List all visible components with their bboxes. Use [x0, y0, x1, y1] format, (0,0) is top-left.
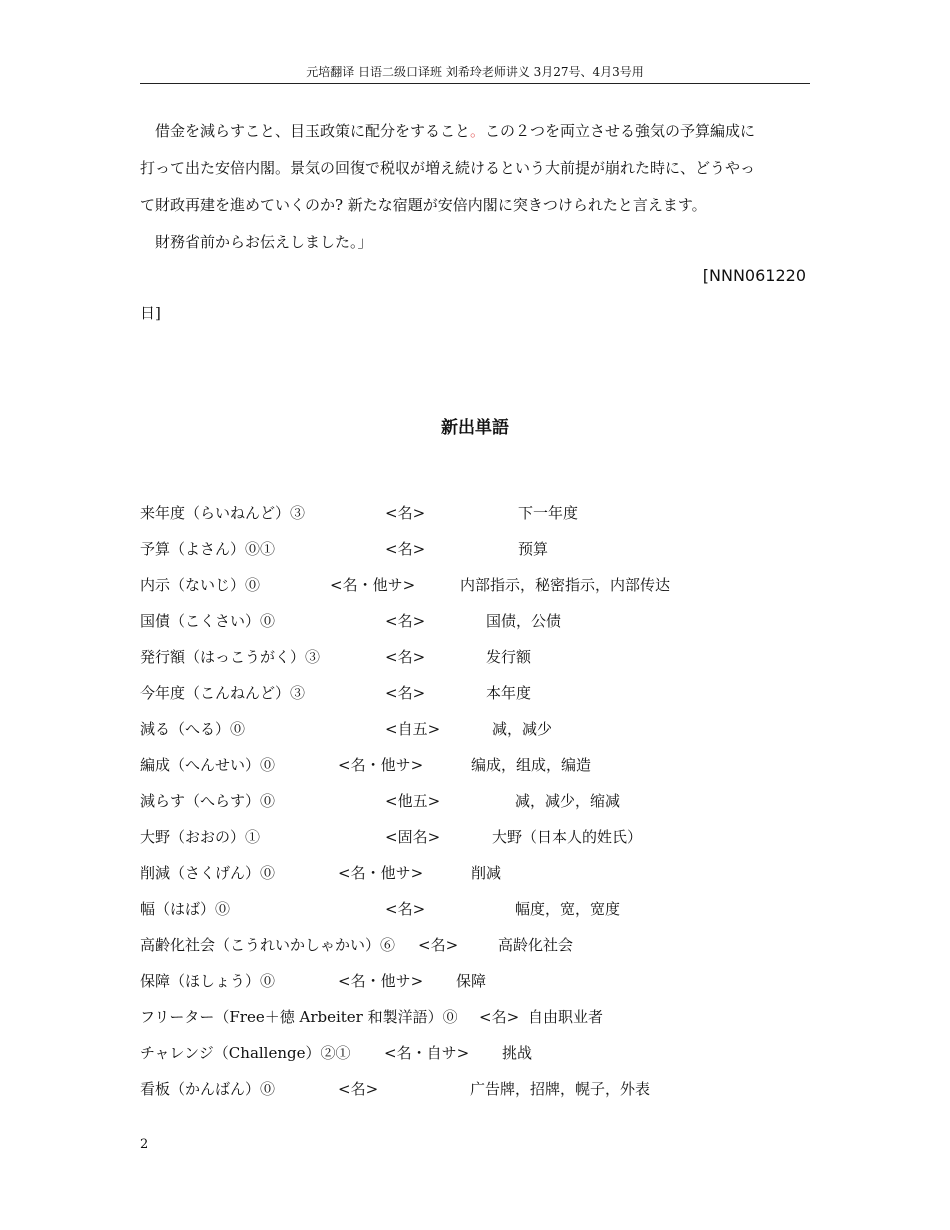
red-period-mark: 。 [470, 122, 486, 140]
vocab-meaning: 本年度 [486, 684, 532, 702]
vocab-pos: <自五> [385, 720, 441, 738]
paragraph-text: この２つを両立させる強気の予算編成に [485, 122, 756, 140]
vocab-pos: <名> [385, 684, 426, 702]
vocab-word: 今年度（こんねんど）③ [140, 684, 306, 702]
vocab-word: 来年度（らいねんど）③ [140, 504, 306, 522]
vocab-word: 幅（はば）⓪ [140, 900, 231, 918]
vocab-pos: <名・他サ> [338, 756, 424, 774]
vocab-pos: <名・自サ> [384, 1044, 470, 1062]
vocab-meaning: 编成，组成，编造 [471, 756, 592, 774]
vocab-pos: <名・他サ> [338, 972, 424, 990]
vocab-word: 国債（こくさい）⓪ [140, 612, 276, 630]
vocab-pos: <名> [338, 1080, 379, 1098]
paragraph-line-3: て財政再建を進めていくのか? 新たな宿題が安倍内閣に突きつけられたと言えます。 [140, 196, 707, 214]
paragraph-text: 借金を減らすこと、目玉政策に配分をすること [140, 122, 471, 140]
vocab-meaning: 下一年度 [518, 504, 579, 522]
vocab-meaning: 自由职业者 [528, 1008, 604, 1026]
vocab-word: 編成（へんせい）⓪ [140, 756, 276, 774]
vocab-meaning: 大野（日本人的姓氏） [492, 828, 643, 846]
vocab-pos: <名・他サ> [330, 576, 416, 594]
vocab-word: 大野（おおの）① [140, 828, 261, 846]
vocab-pos: <名> [385, 540, 426, 558]
vocab-meaning: 保障 [456, 972, 487, 990]
vocab-meaning: 减，减少 [492, 720, 553, 738]
vocab-pos: <名> [479, 1008, 520, 1026]
vocab-meaning: 国债，公债 [486, 612, 562, 630]
vocab-pos: <名・他サ> [338, 864, 424, 882]
source-tag: [NNN061220 [702, 266, 806, 285]
vocab-pos: <名> [418, 936, 459, 954]
vocab-pos: <名> [385, 612, 426, 630]
vocab-meaning: 挑战 [502, 1044, 533, 1062]
vocab-meaning: 削减 [471, 864, 502, 882]
source-tag-end: 日] [140, 304, 161, 322]
vocab-pos: <名> [385, 648, 426, 666]
vocab-word: 減らす（へらす）⓪ [140, 792, 276, 810]
section-title: 新出単語 [441, 418, 509, 438]
vocab-pos: <名> [385, 900, 426, 918]
vocab-meaning: 广告牌，招牌，幌子，外表 [470, 1080, 651, 1098]
vocab-meaning: 减，减少，缩减 [515, 792, 621, 810]
vocab-pos: <固名> [385, 828, 441, 846]
vocab-word: 減る（へる）⓪ [140, 720, 246, 738]
vocab-meaning: 内部指示，秘密指示，内部传达 [460, 576, 671, 594]
vocab-pos: <名> [385, 504, 426, 522]
vocab-pos: <他五> [385, 792, 441, 810]
page-number: 2 [140, 1137, 149, 1152]
vocab-word: 発行額（はっこうがく）③ [140, 648, 321, 666]
vocab-word: 高齢化社会（こうれいかしゃかい）⑥ [140, 936, 396, 954]
vocab-meaning: 幅度，宽，宽度 [515, 900, 621, 918]
paragraph-line-2: 打って出た安倍内閣。景気の回復で税収が増え続けるという大前提が崩れた時に、どうやっ [140, 159, 756, 177]
page-header: 元培翻译 日语二级口译班 刘希玲老师讲义 3月27号、4月3号用 [140, 64, 810, 84]
vocab-word: フリーター（Free＋徳 Arbeiter 和製洋語）⓪ [140, 1008, 458, 1026]
paragraph-line-4: 財務省前からお伝えしました。」 [140, 233, 373, 251]
vocab-word: 予算（よさん）⓪① [140, 540, 276, 558]
vocab-word: チャレンジ（Challenge）②① [140, 1044, 351, 1062]
vocab-meaning: 高龄化社会 [498, 936, 574, 954]
vocab-word: 保障（ほしょう）⓪ [140, 972, 276, 990]
vocab-word: 内示（ないじ）⓪ [140, 576, 261, 594]
vocab-meaning: 预算 [518, 540, 549, 558]
vocab-word: 看板（かんばん）⓪ [140, 1080, 276, 1098]
paragraph-line-1 [140, 120, 810, 142]
vocab-word: 削減（さくげん）⓪ [140, 864, 276, 882]
vocab-meaning: 发行额 [486, 648, 532, 666]
